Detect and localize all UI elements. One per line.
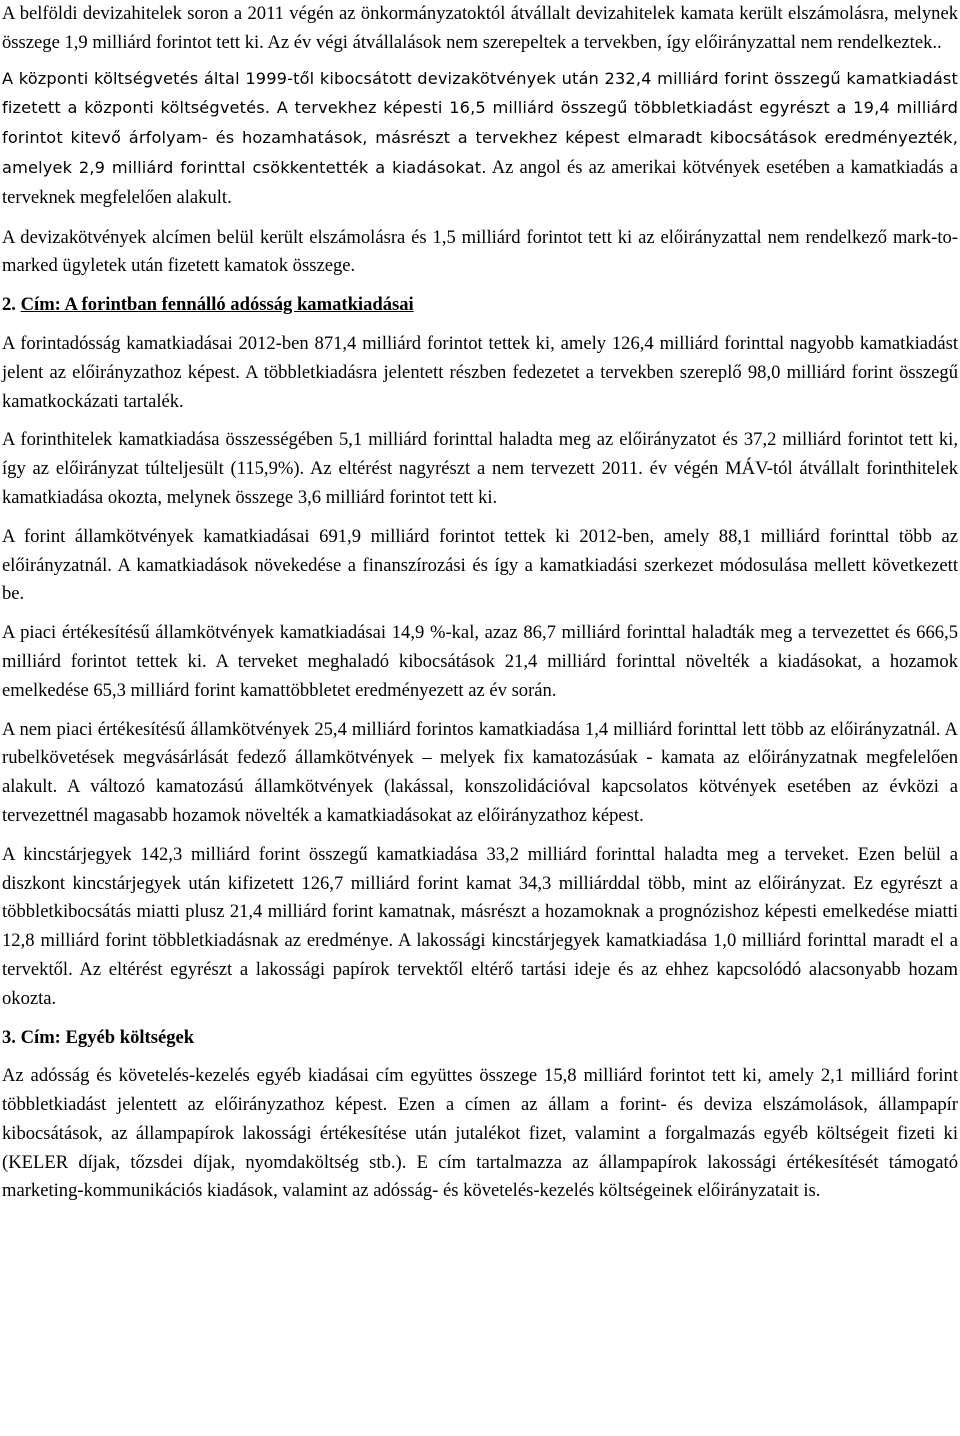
paragraph-text: . <box>937 31 942 53</box>
section-heading-2 <box>2 291 958 320</box>
section-heading-3: 3. Cím: Egyéb költségek <box>2 1026 195 1048</box>
paragraph-fx-bonds-interest <box>2 65 958 214</box>
heading-title: Cím: A forintban fennálló adósság kamatkiadásai <box>20 294 414 316</box>
paragraph-forint-loans: A forinthitelek kamatkiadása összességében 5,1 milliárd forinttal haladta meg az előirányzatot és 37,2 milliárd forintot tett ki, így az előirányzat túlteljesült (115,9%). Az eltérést nagyrészt a nem tervezett 2011. év végén MÁV-tól átvállalt forinthitelek kamatkiadása okozta, melynek összege 3,6 milliárd forintot tett ki. <box>2 429 958 508</box>
paragraph-text-sans: A tervekhez képesti 16,5 milliárd összegű többletkiadást egyrészt a 19,4 milliárd forintot kitevő árfolyam- és hozamhatások, másrészt a tervekhez képest elmaradt kibocsátások eredményezték, amelyek 2,9 milliárd forinttal csökkentették a kiadásokat. <box>2 98 958 177</box>
paragraph-mark-to-market: A devizakötvények alcímen belül került elszámolásra és 1,5 milliárd forintot tett ki az előirányzattal nem rendelkező mark-to-marked ügyletek után fizetett kamatok összege. <box>2 226 958 277</box>
paragraph-treasury-bills: A kincstárjegyek 142,3 milliárd forint összegű kamatkiadása 33,2 milliárd forinttal haladta meg a terveket. Ezen belül a diszkont kincstárjegyek után kifizetett 126,7 milliárd forint kamat 34,3 milliárddal több, mint az előirányzat. Ez egyrészt a többletkibocsátás miatti plusz 21,4 milliárd forint kamatnak, másrészt a hozamoknak a prognózishoz képesti emelkedése miatti 12,8 milliárd forint többletkiadásnak az eredménye. A lakossági kincstárjegyek kamatkiadása 1,0 milliárd forinttal maradt el a tervektől. Az eltérést egyrészt a lakossági papírok tervektől eltérő tartási ideje és az ehhez kapcsolódó alacsonyabb hozam okozta. <box>2 843 958 1009</box>
paragraph-forint-government-bonds: A forint államkötvények kamatkiadásai 691,9 milliárd forintot tettek ki 2012-ben, amely 88,1 milliárd forinttal több az előirányzatnál. A kamatkiadások növekedése a finanszírozási és így a kamatkiadási szerkezet módosulása mellett következett be. <box>2 525 958 605</box>
paragraph-other-costs: Az adósság és követelés-kezelés egyéb kiadásai cím együttes összege 15,8 milliárd forintot tett ki, amely 2,1 milliárd forint többletkiadást jelentett az előirányzathoz képest. Ezen a címen az állam a forint- és deviza elszámolások, állampapír kibocsátások, az állampapírok lakossági értékesítése után jutalékot fizet, valamint a forgalmazás egyéb költségeit fizeti ki (KELER díjak, tőzsdei díjak, nyomdaköltség stb.). E cím tartalmazza az állampapírok lakossági értékesítését támogató marketing-kommunikációs kiadások, valamint az adósság- és követelés-kezelés költségeinek előirányzatait is. <box>2 1065 958 1202</box>
paragraph-forint-debt-interest: A forintadósság kamatkiadásai 2012-ben 871,4 milliárd forintot tettek ki, amely 126,4 milliárd forinttal nagyobb kamatkiadást jelent az előirányzathoz képest. A többletkiadásra jelentett részben fedezetet a tervekben szereplő 98,0 milliárd forint összegű kamatkockázati tartalék. <box>2 332 958 412</box>
paragraph-text-sans: A központi költségvetés által 1999-től kibocsátott devizakötvények után 232,4 milliárd forint összegű kamatkiadást fizetett a központi költségvetés. <box>2 68 958 118</box>
paragraph-market-bonds: A piaci értékesítésű államkötvények kamatkiadásai 14,9 %-kal, azaz 86,7 milliárd forinttal haladták meg a tervezettet és 666,5 milliárd forintot tettek ki. A terveket meghaladó kibocsátások 21,4 milliárd forinttal növelték a kiadásokat, a hozamok emelkedése 65,3 milliárd forint kamattöbbletet eredményezett az év során. <box>2 622 958 701</box>
heading-number: 2. <box>2 294 21 316</box>
paragraph-text: A belföldi devizahitelek soron a 2011 végén az önkormányzatoktól átvállalt devizahitelek kamata került elszámolásra, melynek összege 1,9 milliárd forintot tett ki. Az év végi átvállalások nem szerepeltek a tervekben, így előirányzattal nem rendelkeztek. <box>2 3 958 53</box>
paragraph-non-market-bonds: A nem piaci értékesítésű államkötvények 25,4 milliárd forintos kamatkiadása 1,4 milliárd forinttal lett több az előirányzatnál. A rubelkövetések megvásárlását fedező államkötvények – melyek fix kamatozásúak - kamata az előirányzatnak megfelelően alakult. A változó kamatozású államkötvények (lakással, konszolidációval kapcsolatos kötvények esetében az évközi a tervezettnél magasabb hozamok növelték a kamatkiadásokat az előirányzathoz képest. <box>2 718 958 826</box>
document-page <box>2 0 958 1206</box>
paragraph-text-serif: Az angol és az amerikai kötvények esetében a kamatkiadás a terveknek megfelelően alakult. <box>2 156 958 208</box>
paragraph-local-government-fx-loans <box>2 0 958 58</box>
